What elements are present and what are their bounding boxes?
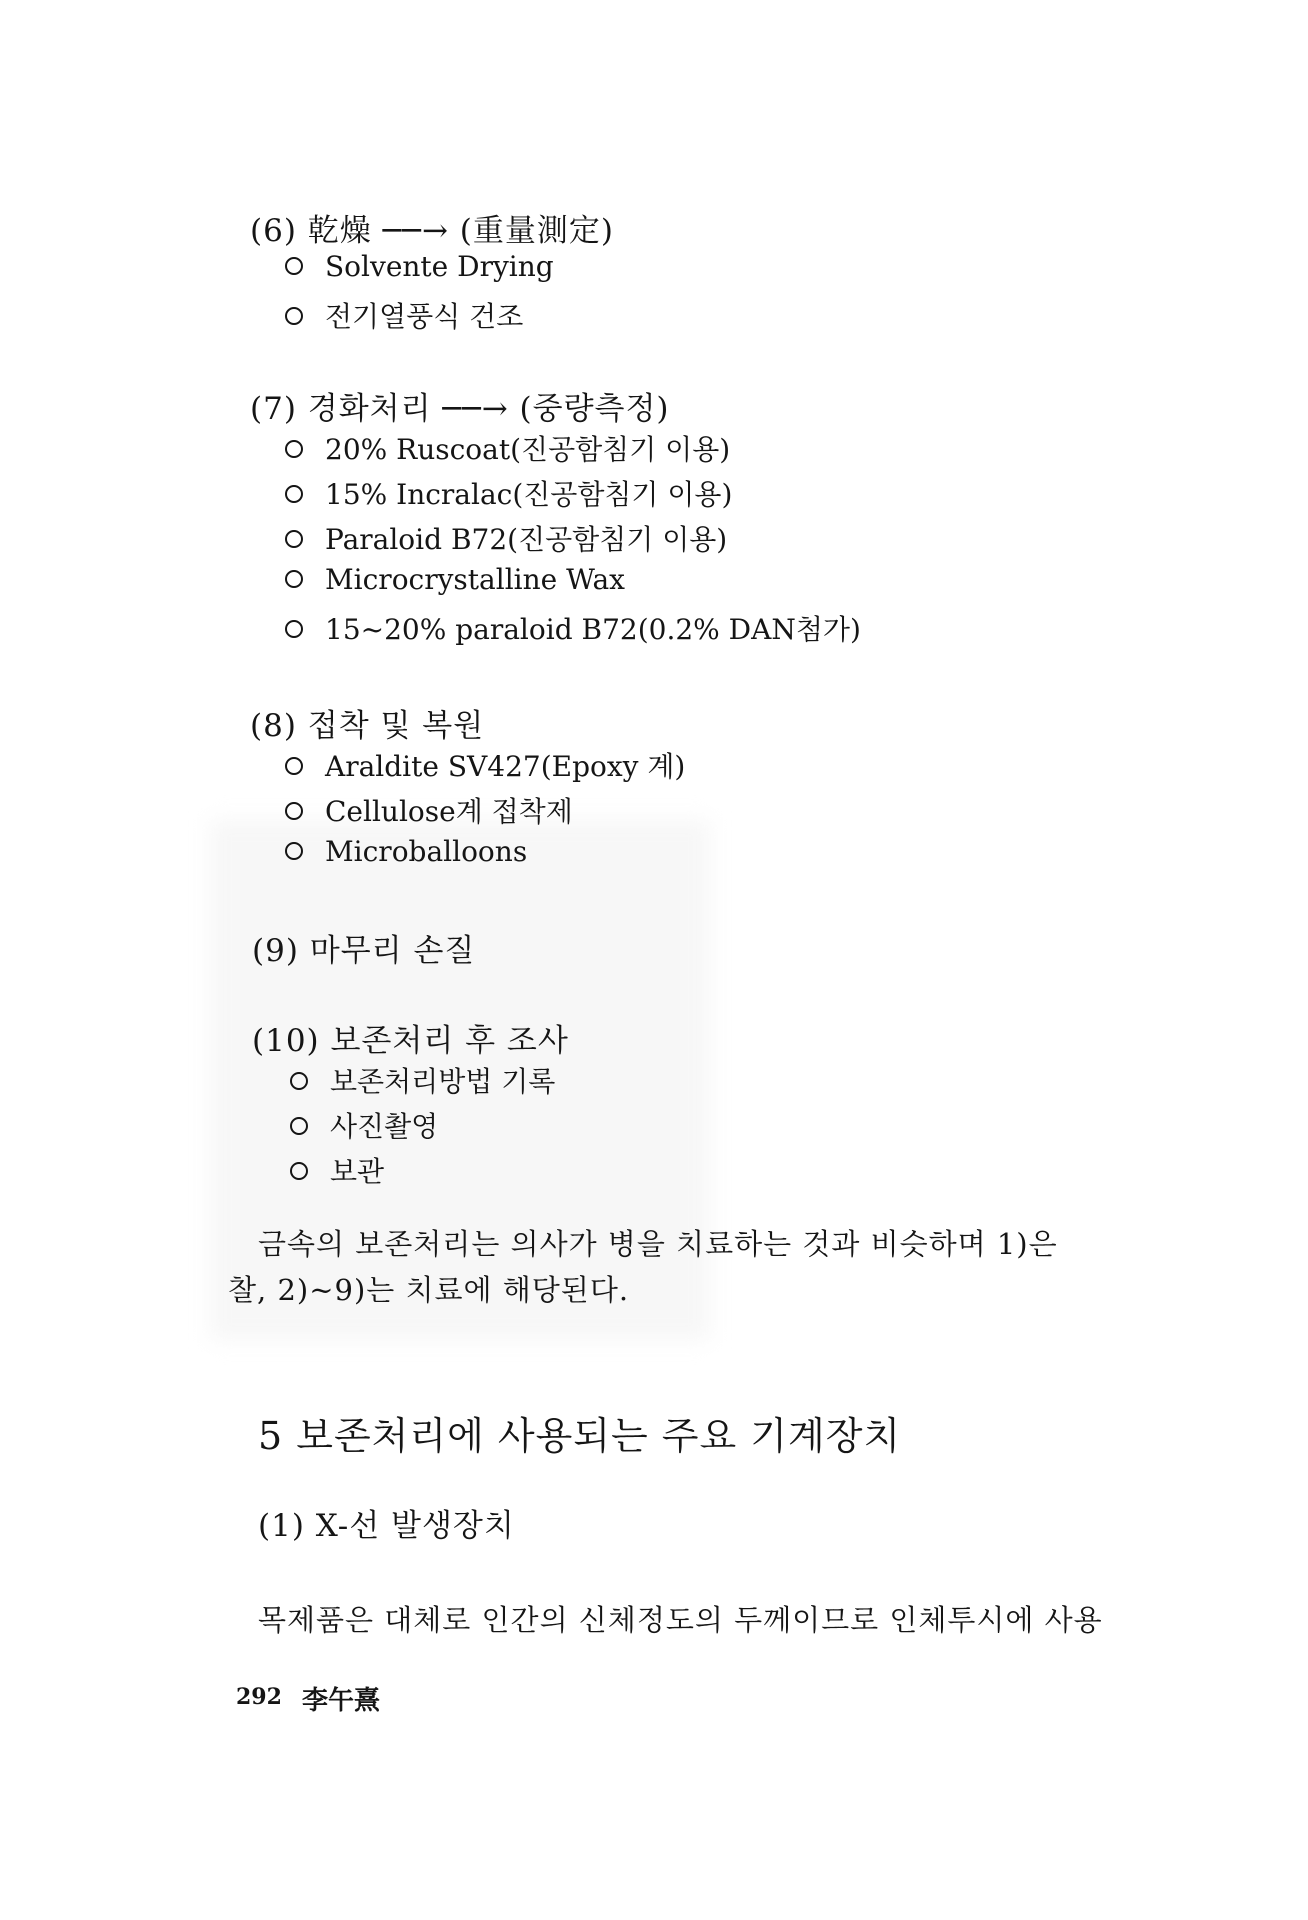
list-item: 전기열풍식 건조 xyxy=(285,295,523,335)
bullet-icon xyxy=(285,440,303,458)
section-title: 5 보존처리에 사용되는 주요 기계장치 xyxy=(258,1414,902,1458)
body-text: 목제품은 대체로 인간의 신체정도의 두께이므로 인체투시에 사용 xyxy=(258,1603,1103,1637)
heading-7: (7) 경화처리 ──→ (중량측정) xyxy=(250,391,670,427)
list-item: Cellulose계 접착제 xyxy=(285,790,573,830)
list-item: Paraloid B72(진공함침기 이용) xyxy=(285,518,727,558)
list-item: Solvente Drying xyxy=(285,250,554,283)
author-name: 李午熹 xyxy=(302,1686,381,1716)
bullet-icon xyxy=(290,1117,308,1135)
bullet-icon xyxy=(285,620,303,638)
list-item: 15% Incralac(진공함침기 이용) xyxy=(285,473,732,513)
list-item: 20% Ruscoat(진공함침기 이용) xyxy=(285,428,730,468)
bullet-icon xyxy=(285,802,303,820)
bullet-icon xyxy=(285,757,303,775)
summary-line-1: 금속의 보존처리는 의사가 병을 치료하는 것과 비슷하며 1)은 xyxy=(258,1227,1058,1261)
list-item: Microcrystalline Wax xyxy=(285,563,625,596)
page-number: 292 xyxy=(236,1684,282,1710)
bullet-icon xyxy=(285,257,303,275)
list-item: 보존처리방법 기록 xyxy=(290,1060,555,1100)
list-item: 사진촬영 xyxy=(290,1105,438,1145)
heading-10: (10) 보존처리 후 조사 xyxy=(252,1023,569,1059)
summary-line-2: 찰, 2)~9)는 치료에 해당된다. xyxy=(228,1273,630,1307)
bullet-icon xyxy=(290,1072,308,1090)
bullet-icon xyxy=(285,570,303,588)
bullet-icon xyxy=(285,307,303,325)
heading-8: (8) 접착 및 복원 xyxy=(250,708,485,744)
bullet-icon xyxy=(285,530,303,548)
subheading-1: (1) X-선 발생장치 xyxy=(258,1508,515,1544)
bullet-icon xyxy=(290,1162,308,1180)
bullet-icon xyxy=(285,485,303,503)
bullet-icon xyxy=(285,842,303,860)
heading-9: (9) 마무리 손질 xyxy=(252,933,476,969)
list-item: 보관 xyxy=(290,1150,384,1190)
list-item: 15~20% paraloid B72(0.2% DAN첨가) xyxy=(285,608,861,648)
list-item: Araldite SV427(Epoxy 계) xyxy=(285,745,685,785)
heading-6: (6) 乾燥 ──→ (重量測定) xyxy=(250,213,614,249)
list-item: Microballoons xyxy=(285,835,527,868)
